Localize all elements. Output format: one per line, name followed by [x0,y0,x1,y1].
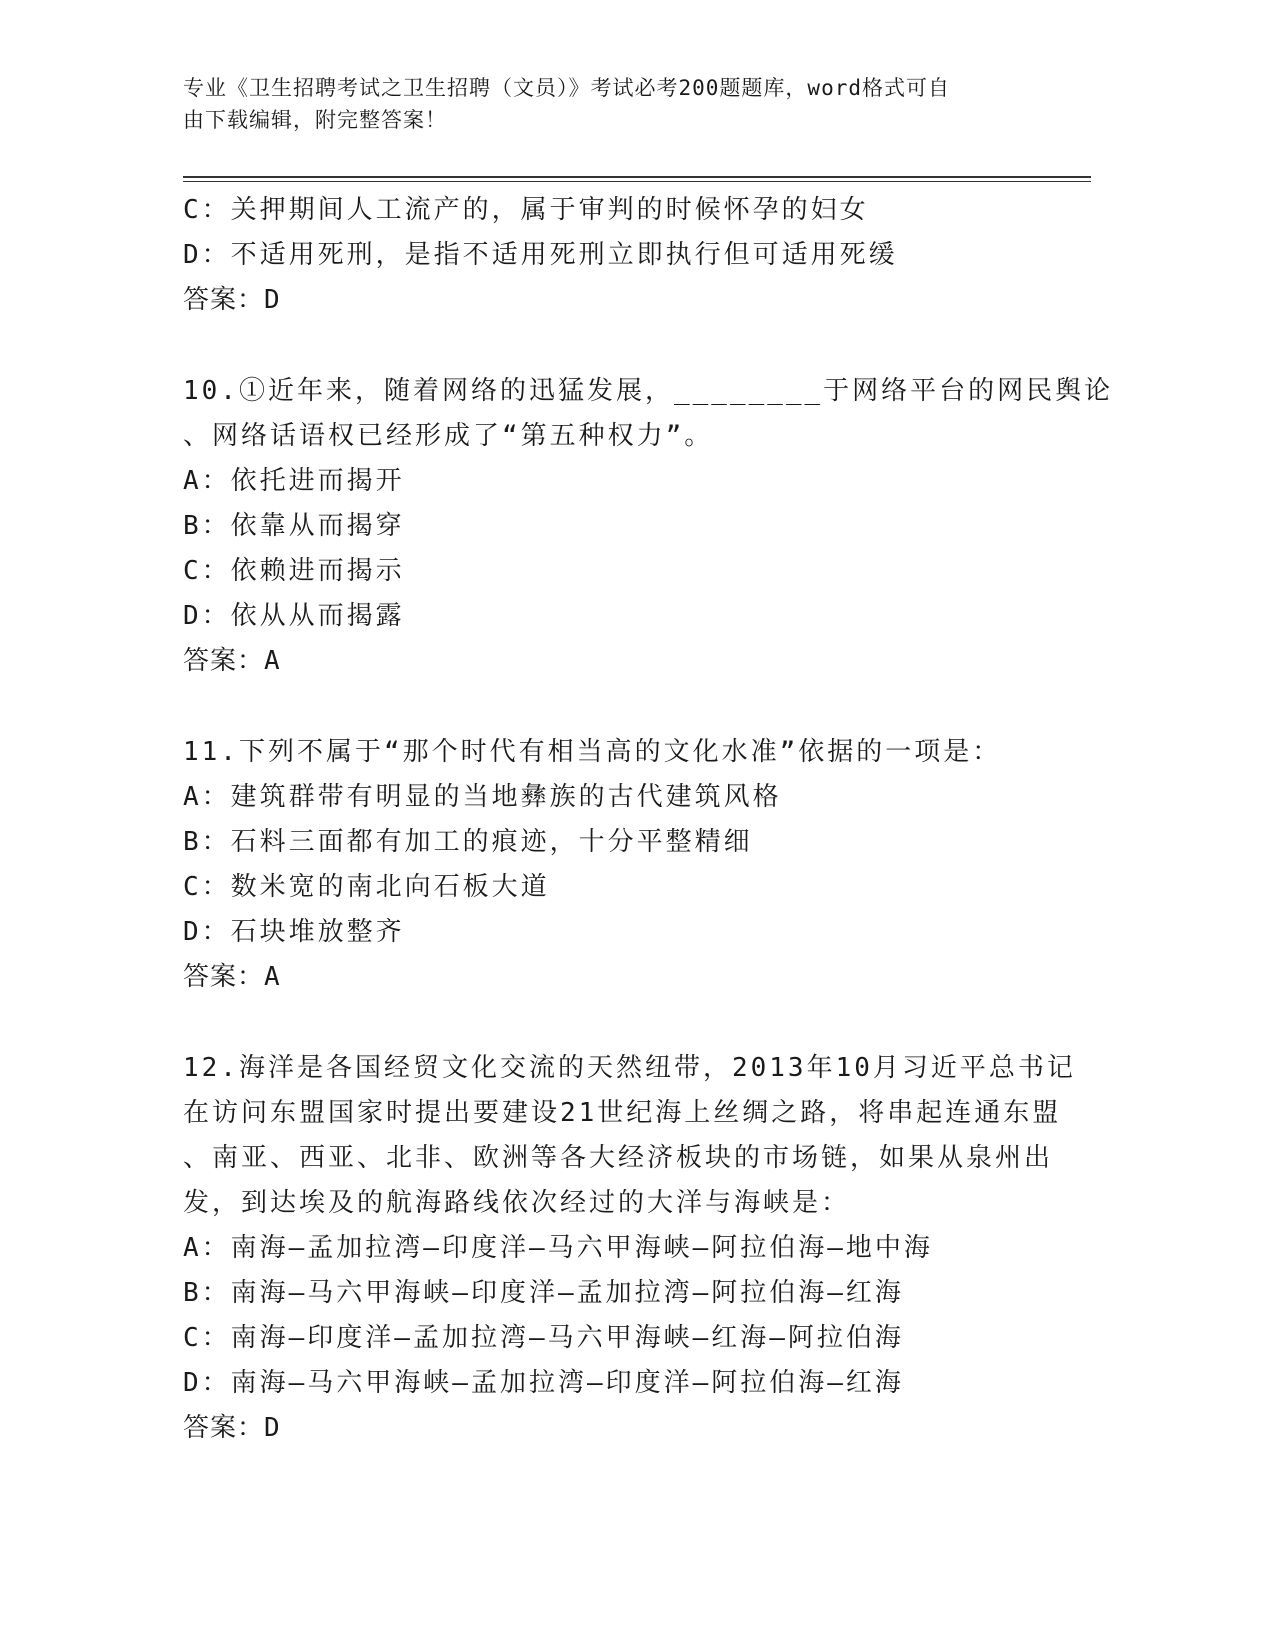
question-10 [183,369,1114,684]
header-divider-thick [183,176,1091,178]
document-header [183,72,1063,136]
question-stem: 、网络话语权已经形成了“第五种权力”。 [183,421,714,451]
option-b: B：依靠从而揭穿 [183,511,405,541]
question-12 [183,1046,1083,1451]
option-c: C：南海—印度洋—孟加拉湾—马六甲海峡—红海—阿拉伯海 [183,1323,904,1353]
question-stem: 、南亚、西亚、北非、欧洲等各大经济板块的市场链，如果从泉州出 [183,1143,1054,1173]
question-stem: 发，到达埃及的航海路线依次经过的大洋与海峡是： [183,1188,851,1218]
question-11 [183,730,1083,1000]
question-list [183,188,1114,1451]
header-line-1: 专业《卫生招聘考试之卫生招聘（文员）》考试必考200题题库，word格式可自 [183,76,950,100]
option-b: B：石料三面都有加工的痕迹，十分平整精细 [183,827,753,857]
question-stem: 12.海洋是各国经贸文化交流的天然纽带，2013年10月习近平总书记 [183,1053,1076,1083]
option-line: C：关押期间人工流产的，属于审判的时候怀孕的妇女 [183,195,869,225]
question-stem: 10.①近年来，随着网络的迅猛发展，________于网络平台的网民舆论 [183,376,1114,406]
question-stem: 11.下列不属于“那个时代有相当高的文化水准”依据的一项是： [183,737,1002,767]
option-a: A：建筑群带有明显的当地彝族的古代建筑风格 [183,782,782,812]
option-line: D：不适用死刑，是指不适用死刑立即执行但可适用死缓 [183,240,898,270]
answer-line: 答案：D [183,285,281,315]
answer-line: 答案：A [183,962,281,992]
carryover-block [183,188,1083,323]
header-line-2: 由下载编辑，附完整答案！ [183,108,447,132]
option-a: A：依托进而揭开 [183,466,405,496]
answer-line: 答案：D [183,1413,281,1443]
option-d: D：石块堆放整齐 [183,917,405,947]
header-divider-thin [183,181,1091,182]
answer-line: 答案：A [183,646,281,676]
option-d: D：依从从而揭露 [183,601,405,631]
option-c: C：依赖进而揭示 [183,556,405,586]
option-b: B：南海—马六甲海峡—印度洋—孟加拉湾—阿拉伯海—红海 [183,1278,904,1308]
option-a: A：南海—孟加拉湾—印度洋—马六甲海峡—阿拉伯海—地中海 [183,1233,933,1263]
option-c: C：数米宽的南北向石板大道 [183,872,550,902]
question-stem: 在访问东盟国家时提出要建设21世纪海上丝绸之路，将串起连通东盟 [183,1098,1062,1128]
option-d: D：南海—马六甲海峡—孟加拉湾—印度洋—阿拉伯海—红海 [183,1368,904,1398]
